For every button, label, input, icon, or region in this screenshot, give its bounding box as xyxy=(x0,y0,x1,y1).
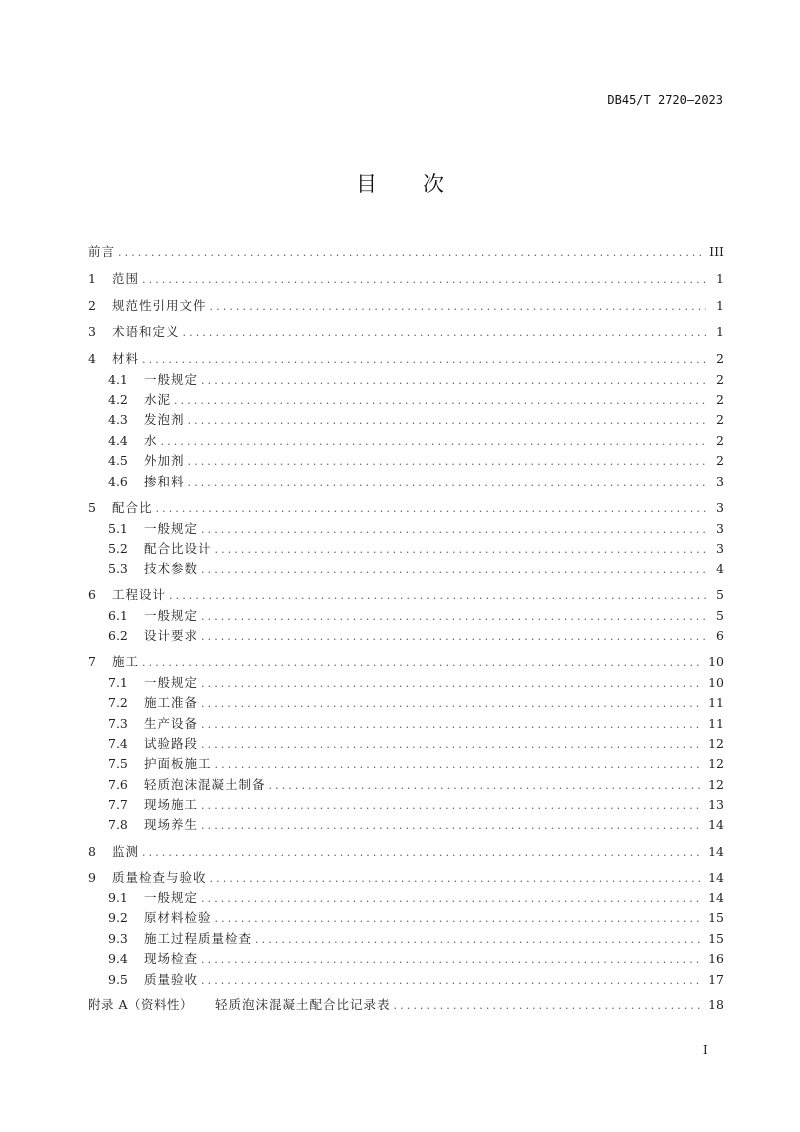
toc-entry[interactable] xyxy=(108,391,724,409)
toc-entry-title: 前言 xyxy=(88,244,116,259)
toc-entry-number: 5.2 xyxy=(108,541,128,556)
dot-leader xyxy=(174,392,706,410)
toc-entry-title: 发泡剂 xyxy=(144,412,185,427)
toc-entry-number: 1 xyxy=(88,271,96,286)
dot-leader xyxy=(215,756,703,774)
toc-entry-title: 配合比设计 xyxy=(144,541,212,556)
toc-entry-page: 4 xyxy=(716,561,724,576)
toc-entry-title: 质量检查与验收 xyxy=(112,870,207,885)
dot-leader xyxy=(188,453,706,471)
appendix-prefix: 附录 A（资料性） xyxy=(88,997,194,1012)
dot-leader xyxy=(201,817,702,835)
toc-entry-number: 7.5 xyxy=(108,756,128,771)
toc-entry-number: 9.3 xyxy=(108,931,128,946)
toc-entry[interactable] xyxy=(88,243,724,261)
toc-entry-number: 9.1 xyxy=(108,890,128,905)
toc-entry-number: 9 xyxy=(88,870,96,885)
toc-entry[interactable] xyxy=(108,473,724,491)
dot-leader xyxy=(201,521,706,539)
toc-entry-title: 现场施工 xyxy=(144,797,199,812)
dot-leader xyxy=(201,628,706,646)
toc-entry-page: 11 xyxy=(708,716,724,731)
toc-entry-page: 15 xyxy=(708,910,724,925)
toc-entry[interactable] xyxy=(108,560,724,578)
page-number: I xyxy=(703,1043,708,1057)
toc-entry[interactable] xyxy=(108,627,724,645)
toc-entry-page: 12 xyxy=(708,756,724,771)
dot-leader xyxy=(201,972,702,990)
toc-entry-number: 8 xyxy=(88,844,96,859)
toc-entry[interactable] xyxy=(108,694,724,712)
toc-entry[interactable] xyxy=(108,971,724,989)
toc-entry[interactable] xyxy=(108,520,724,538)
toc-entry-number: 7.7 xyxy=(108,797,128,812)
toc-entry[interactable] xyxy=(108,371,724,389)
toc-entry-title: 一般规定 xyxy=(144,521,199,536)
toc-entry[interactable] xyxy=(88,350,724,368)
toc-entry-number: 7 xyxy=(88,654,96,669)
dot-leader xyxy=(201,561,706,579)
toc-entry-page: 14 xyxy=(708,844,724,859)
toc-entry-title: 工程设计 xyxy=(112,587,167,602)
dot-leader xyxy=(169,587,706,605)
toc-entry-title: 现场检查 xyxy=(144,951,199,966)
dot-leader xyxy=(269,777,703,795)
toc-entry-title: 水 xyxy=(144,433,158,448)
toc-entry[interactable] xyxy=(108,816,724,834)
toc-entry-page: 1 xyxy=(716,271,724,286)
toc-entry-number: 9.5 xyxy=(108,972,128,987)
toc-entry[interactable] xyxy=(88,499,724,517)
toc-entry[interactable] xyxy=(88,270,724,288)
dot-leader xyxy=(215,541,706,559)
toc-entry-title: 设计要求 xyxy=(144,628,199,643)
toc-entry-page: 2 xyxy=(716,412,724,427)
toc-entry-title: 材料 xyxy=(112,351,140,366)
toc-entry-title: 规范性引用文件 xyxy=(112,298,207,313)
toc-entry[interactable] xyxy=(108,735,724,753)
toc-entry-title: 技术参数 xyxy=(144,561,199,576)
dot-leader xyxy=(210,298,706,316)
toc-entry-number: 4.5 xyxy=(108,453,128,468)
toc-entry[interactable] xyxy=(88,653,724,671)
toc-entry[interactable] xyxy=(108,950,724,968)
dot-leader xyxy=(201,372,706,390)
toc-entry-page: 14 xyxy=(708,870,724,885)
toc-entry-title: 施工过程质量检查 xyxy=(144,931,253,946)
standard-code: DB45/T 2720—2023 xyxy=(607,93,723,107)
toc-entry-page: 3 xyxy=(716,521,724,536)
dot-leader xyxy=(201,890,702,908)
dot-leader xyxy=(201,736,702,754)
toc-entry-title: 轻质泡沫混凝土制备 xyxy=(144,777,266,792)
toc-entry-page: 13 xyxy=(708,797,724,812)
toc-entry-title: 施工 xyxy=(112,654,140,669)
toc-entry-page: 2 xyxy=(716,433,724,448)
toc-entry[interactable] xyxy=(108,715,724,733)
toc-entry-page: 5 xyxy=(716,587,724,602)
toc-entry-number: 4.2 xyxy=(108,392,128,407)
toc-entry-number: 2 xyxy=(88,298,96,313)
toc-entry-number: 6 xyxy=(88,587,96,602)
toc-entry-page: 12 xyxy=(708,736,724,751)
appendix-page: 18 xyxy=(708,997,724,1012)
toc-entry-title: 水泥 xyxy=(144,392,172,407)
page-title-left: 目 xyxy=(356,172,377,196)
toc-entry-page: 15 xyxy=(708,931,724,946)
toc-entry-page: 14 xyxy=(708,890,724,905)
toc-entry-page: 3 xyxy=(716,500,724,515)
toc-entry-number: 5 xyxy=(88,500,96,515)
appendix-title: 轻质泡沫混凝土配合比记录表 xyxy=(215,997,391,1012)
toc-entry-title: 质量验收 xyxy=(144,972,199,987)
toc-entry[interactable] xyxy=(108,889,724,907)
toc-entry-page: 2 xyxy=(716,453,724,468)
toc-entry-title: 范围 xyxy=(112,271,140,286)
dot-leader xyxy=(201,951,702,969)
toc-entry-page: 2 xyxy=(716,392,724,407)
toc-entry-number: 3 xyxy=(88,324,96,339)
toc-entry[interactable] xyxy=(88,869,724,887)
toc-entry[interactable] xyxy=(108,607,724,625)
toc-entry[interactable] xyxy=(108,930,724,948)
toc-entry-number: 4 xyxy=(88,351,96,366)
toc-entry-page: 11 xyxy=(708,695,724,710)
toc-entry[interactable] xyxy=(108,540,724,558)
toc-entry[interactable] xyxy=(108,909,724,927)
toc-entry-page: III xyxy=(709,244,724,259)
toc-entry-number: 5.3 xyxy=(108,561,128,576)
dot-leader xyxy=(215,910,703,928)
toc-entry-page: 1 xyxy=(716,324,724,339)
toc-entry-number: 7.2 xyxy=(108,695,128,710)
dot-leader xyxy=(156,500,706,518)
dot-leader xyxy=(394,997,703,1015)
toc-entry[interactable] xyxy=(108,674,724,692)
toc-entry-page: 12 xyxy=(708,777,724,792)
toc-entry-title: 试验路段 xyxy=(144,736,199,751)
toc-entry-number: 4.4 xyxy=(108,433,128,448)
toc-entry-title: 掺和料 xyxy=(144,474,185,489)
toc-entry[interactable] xyxy=(88,586,724,604)
toc-entry[interactable] xyxy=(108,776,724,794)
dot-leader xyxy=(201,695,702,713)
toc-entry-page: 5 xyxy=(716,608,724,623)
toc-entry[interactable] xyxy=(88,297,724,315)
toc-entry-appendix-a[interactable] xyxy=(88,996,724,1014)
toc-entry-title: 外加剂 xyxy=(144,453,185,468)
toc-entry-number: 7.6 xyxy=(108,777,128,792)
toc-entry-number: 7.3 xyxy=(108,716,128,731)
toc-entry-title: 生产设备 xyxy=(144,716,199,731)
toc-entry-title: 一般规定 xyxy=(144,372,199,387)
toc-entry[interactable] xyxy=(88,843,724,861)
toc-entry-number: 6.2 xyxy=(108,628,128,643)
toc-entry-title: 术语和定义 xyxy=(112,324,180,339)
toc-entry-title: 原材料检验 xyxy=(144,910,212,925)
toc-entry[interactable] xyxy=(108,796,724,814)
toc-entry-page: 2 xyxy=(716,351,724,366)
toc-entry-number: 4.3 xyxy=(108,412,128,427)
toc-entry-page: 1 xyxy=(716,298,724,313)
dot-leader xyxy=(201,716,702,734)
toc-entry-number: 4.1 xyxy=(108,372,128,387)
dot-leader xyxy=(188,412,706,430)
toc-entry-page: 16 xyxy=(708,951,724,966)
toc-entry[interactable] xyxy=(108,452,724,470)
toc-entry-number: 7.1 xyxy=(108,675,128,690)
toc-entry-title: 一般规定 xyxy=(144,608,199,623)
toc-entry-number: 5.1 xyxy=(108,521,128,536)
dot-leader xyxy=(142,654,702,672)
dot-leader xyxy=(188,474,706,492)
dot-leader xyxy=(201,797,702,815)
dot-leader xyxy=(161,433,706,451)
dot-leader xyxy=(118,244,703,262)
dot-leader xyxy=(201,675,702,693)
toc-entry-page: 6 xyxy=(716,628,724,643)
toc-entry-page: 10 xyxy=(708,654,724,669)
toc-entry-page: 17 xyxy=(708,972,724,987)
dot-leader xyxy=(142,844,702,862)
toc-entry[interactable] xyxy=(108,411,724,429)
dot-leader xyxy=(142,271,706,289)
toc-entry-page: 10 xyxy=(708,675,724,690)
toc-entry[interactable] xyxy=(108,755,724,773)
toc-entry-title: 现场养生 xyxy=(144,817,199,832)
toc-entry-page: 2 xyxy=(716,372,724,387)
toc-entry-title: 一般规定 xyxy=(144,675,199,690)
toc-entry-page: 14 xyxy=(708,817,724,832)
page-title-right: 次 xyxy=(423,172,444,196)
toc-entry-page: 3 xyxy=(716,474,724,489)
dot-leader xyxy=(183,324,706,342)
toc-entry-title: 护面板施工 xyxy=(144,756,212,771)
toc-entry-page: 3 xyxy=(716,541,724,556)
dot-leader xyxy=(255,931,702,949)
page-title xyxy=(0,168,800,198)
toc-entry-title: 监测 xyxy=(112,844,140,859)
toc-entry-number: 9.4 xyxy=(108,951,128,966)
toc-entry-title: 施工准备 xyxy=(144,695,199,710)
toc-entry-number: 6.1 xyxy=(108,608,128,623)
toc-entry-title: 配合比 xyxy=(112,500,153,515)
toc-entry-number: 4.6 xyxy=(108,474,128,489)
dot-leader xyxy=(210,870,703,888)
dot-leader xyxy=(142,351,706,369)
toc-entry-number: 7.8 xyxy=(108,817,128,832)
toc-entry-number: 9.2 xyxy=(108,910,128,925)
dot-leader xyxy=(201,608,706,626)
toc-entry[interactable] xyxy=(108,432,724,450)
toc-entry-title: 一般规定 xyxy=(144,890,199,905)
toc-entry-number: 7.4 xyxy=(108,736,128,751)
toc-entry[interactable] xyxy=(88,323,724,341)
